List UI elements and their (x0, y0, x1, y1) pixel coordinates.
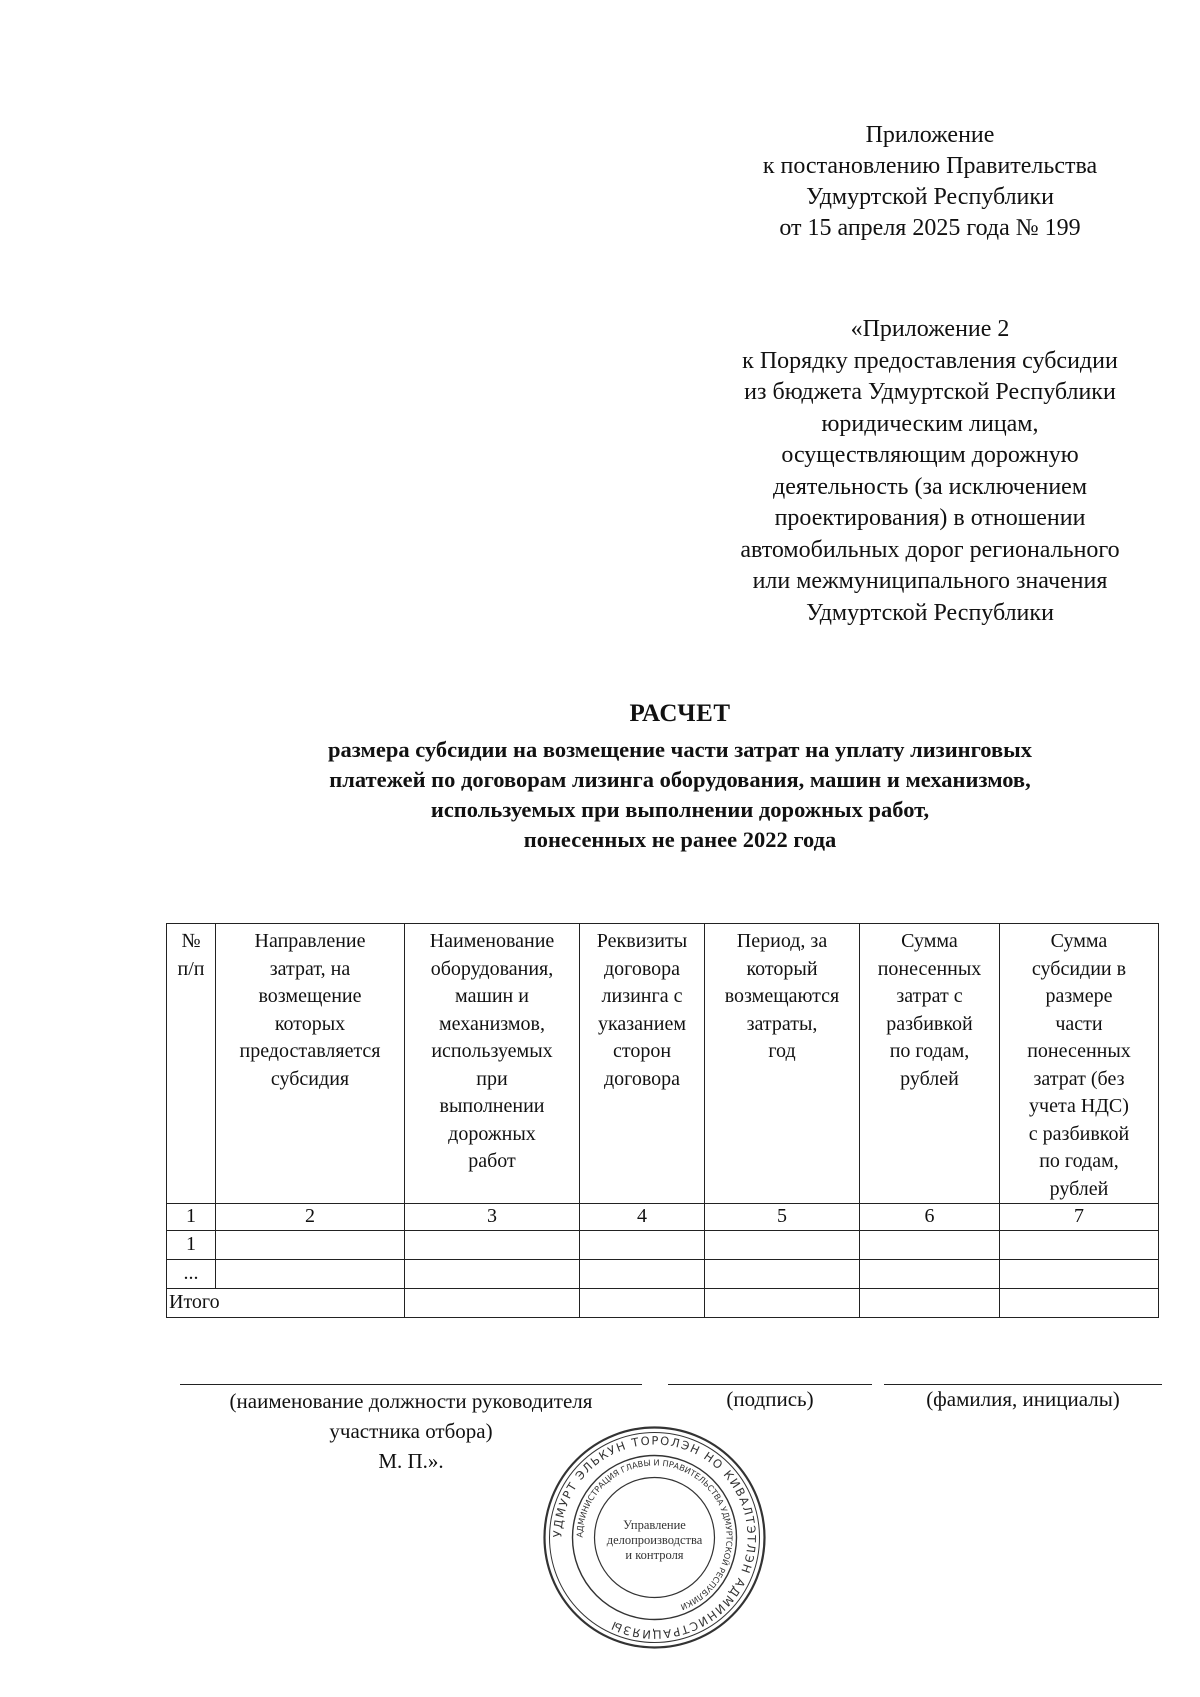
table-cell (1000, 1260, 1159, 1289)
table-cell (405, 1260, 580, 1289)
header-line: к постановлению Правительства (762, 153, 1098, 179)
subtitle-line: используемых при выполнении дорожных работ, (430, 797, 930, 822)
table-cell (705, 1260, 860, 1289)
document-title: РАСЧЕТ (629, 700, 731, 727)
column-number: 3 (405, 1204, 580, 1231)
appendix2-line: «Приложение 2 (850, 316, 1010, 342)
table-cell (580, 1260, 705, 1289)
appendix-header (700, 120, 1160, 244)
total-row (167, 1289, 1159, 1318)
table-row (167, 1231, 1159, 1260)
header-line: от 15 апреля 2025 года № 199 (779, 215, 1081, 241)
header-cell-period: Период, за который возмещаются затраты, год (705, 924, 860, 1204)
column-number: 6 (860, 1204, 1000, 1231)
caption-line: участника отбора) (329, 1419, 493, 1443)
header-line: Приложение (865, 122, 995, 148)
table-cell (216, 1231, 405, 1260)
subtitle-line: понесенных не ранее 2022 года (523, 827, 837, 852)
appendix2-line: к Порядку предоставления субсидии (742, 347, 1118, 374)
seal-center-line: Управление (623, 1518, 686, 1532)
column-number: 5 (705, 1204, 860, 1231)
appendix2-line: проектирования) в отношении (774, 505, 1086, 531)
seal-outer-text: УДМУРТ ЭЛЬКУН ТОРОЛЭН НО КИВАЛТЭТЛЭН АДМИНИСТРАЦИЯЗЫ (550, 1433, 759, 1642)
table-cell (860, 1260, 1000, 1289)
total-label: Итого (167, 1289, 405, 1318)
table-cell (405, 1289, 580, 1318)
column-number: 7 (1000, 1204, 1159, 1231)
seal-center-line: делопроизводства (606, 1533, 703, 1547)
seal-inner-text: АДМИНИСТРАЦИЯ ГЛАВЫ И ПРАВИТЕЛЬСТВА УДМУРТСКОЙ РЕСПУБЛИКИ (574, 1457, 735, 1613)
column-number: 4 (580, 1204, 705, 1231)
name-caption: (фамилия, инициалы) (926, 1387, 1120, 1411)
official-seal (542, 1425, 767, 1650)
column-number: 1 (167, 1204, 216, 1231)
header-line: Удмуртской Республики (806, 184, 1054, 210)
appendix2-block (690, 314, 1170, 629)
appendix2-line: юридическим лицам, (821, 410, 1039, 437)
appendix2-line: деятельность (за исключением (772, 473, 1087, 500)
appendix2-line: осуществляющим дорожную (781, 442, 1079, 468)
table-header-row (167, 924, 1159, 1204)
table-cell: 1 (167, 1231, 216, 1260)
table-cell (1000, 1289, 1159, 1318)
subtitle-line: платежей по договорам лизинга оборудования, машин и механизмов, (329, 767, 1031, 792)
table-row (167, 1260, 1159, 1289)
document-subtitle (160, 735, 1200, 855)
header-cell-subsidy-sum: Сумма субсидии в размере части понесенных затрат (без учета НДС) с разбивкой по годам, рублей (1000, 924, 1159, 1204)
column-number: 2 (216, 1204, 405, 1231)
table-cell (216, 1260, 405, 1289)
table-cell (580, 1289, 705, 1318)
calculation-table (166, 923, 1159, 1318)
caption-line: М. П.». (378, 1449, 444, 1473)
table-cell: ... (167, 1260, 216, 1289)
header-cell-costs-sum: Сумма понесенных затрат с разбивкой по годам, рублей (860, 924, 1000, 1204)
subtitle-line: размера субсидии на возмещение части затрат на уплату лизинговых (328, 737, 1032, 762)
appendix2-line: Удмуртской Республики (806, 599, 1054, 626)
table-cell (405, 1231, 580, 1260)
appendix2-line: или межмуниципального значения (752, 568, 1108, 594)
table-cell (705, 1289, 860, 1318)
header-cell-contract-details: Реквизиты договора лизинга с указанием сторон договора (580, 924, 705, 1204)
seal-center-line: и контроля (625, 1548, 684, 1562)
header-cell-number: № п/п (167, 924, 216, 1204)
position-signature-line (180, 1384, 642, 1385)
table-cell (860, 1231, 1000, 1260)
table-cell (705, 1231, 860, 1260)
caption-line: (наименование должности руководителя (229, 1389, 593, 1413)
table-cell (1000, 1231, 1159, 1260)
appendix2-line: из бюджета Удмуртской Республики (744, 379, 1116, 405)
column-number-row (167, 1204, 1159, 1231)
header-cell-cost-direction: Направление затрат, на возмещение которых предоставляется субсидия (216, 924, 405, 1204)
table-cell (580, 1231, 705, 1260)
header-cell-equipment-name: Наименование оборудования, машин и механизмов, используемых при выполнении дорожных работ (405, 924, 580, 1204)
table-cell (860, 1289, 1000, 1318)
appendix2-line: автомобильных дорог регионального (740, 536, 1120, 563)
signature-caption: (подпись) (726, 1387, 814, 1411)
